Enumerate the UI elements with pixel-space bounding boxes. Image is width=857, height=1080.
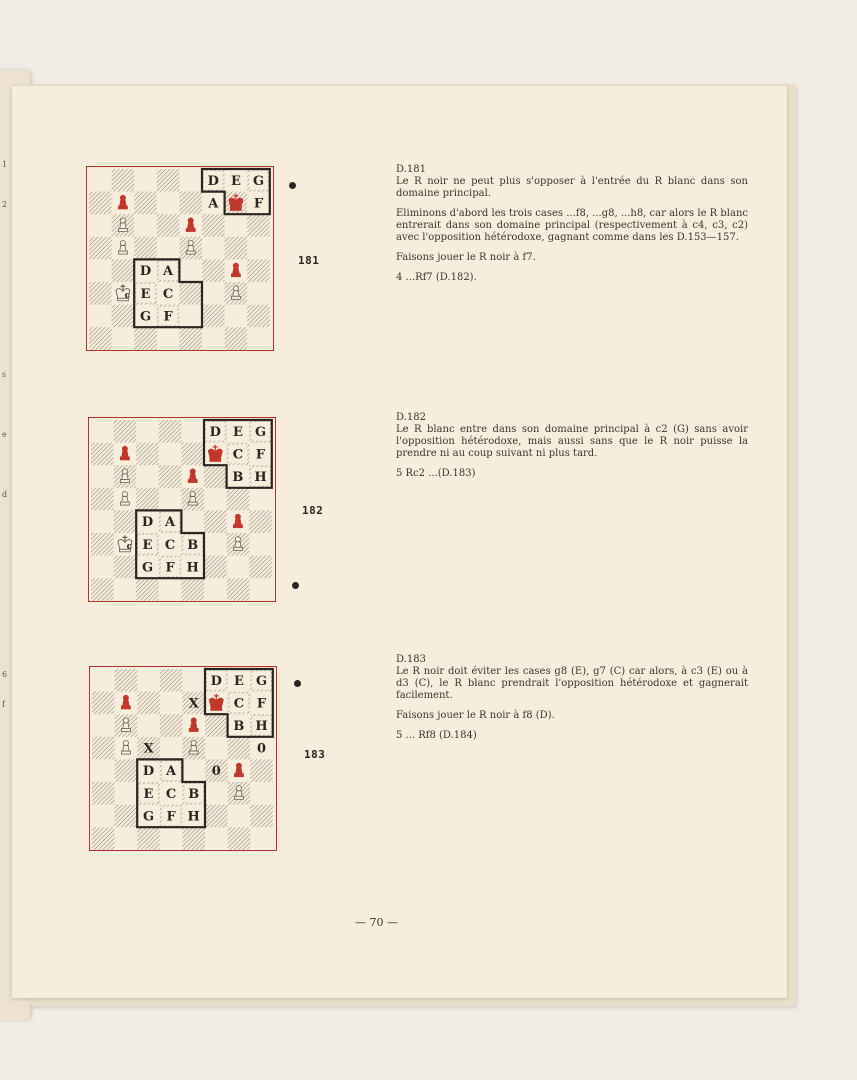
square-label: D	[141, 515, 154, 531]
dark-square	[159, 465, 182, 488]
commentary-paragraph: Le R blanc entre dans son domaine principal à c2 (G) sans avoir l'opposition hétérodoxe, mais aussi sans que le R noir puisse la prendre ni au coup suivant ni plus tard.	[396, 424, 748, 459]
square-label: H	[254, 470, 267, 485]
dark-square	[202, 259, 225, 282]
black-pawn-icon	[121, 695, 130, 709]
square-label: B	[188, 786, 200, 802]
dark-square	[202, 305, 225, 328]
board-svg	[89, 418, 275, 601]
dark-square	[159, 420, 182, 443]
diagram-number: 183	[304, 748, 326, 761]
square-label: C	[233, 696, 245, 712]
square-label: c	[124, 291, 131, 301]
facing-text-fragment: f	[2, 700, 5, 709]
square-label: A	[166, 764, 177, 780]
dark-square	[137, 827, 160, 850]
dark-square	[247, 305, 270, 328]
square-label: G	[254, 424, 267, 440]
commentary-paragraph: Eliminons d'abord les trois cases ...f8, ...g8, ...h8, car alors le R blanc entrerait dans son domaine principal (respectivement à c4, c3, c2) avec l'opposition hétérodoxe, gagnant comme dans les D.153—157.	[396, 208, 748, 243]
dark-square	[204, 556, 227, 579]
dark-square	[92, 827, 115, 850]
square-label: E	[230, 173, 241, 189]
black-pawn-icon	[118, 195, 127, 209]
dark-square	[92, 782, 115, 805]
square-label: E	[140, 286, 151, 302]
dark-square	[89, 327, 112, 350]
dark-square	[160, 669, 183, 692]
facing-text-fragment: 1	[2, 160, 8, 169]
dark-square	[112, 169, 135, 192]
square-label: A	[208, 196, 219, 212]
dark-square	[250, 759, 273, 782]
bullet-dot	[292, 582, 299, 589]
square-label: G	[139, 309, 152, 325]
dark-square	[136, 578, 159, 601]
black-pawn-icon	[188, 469, 197, 483]
move-line: 4 ...Rf7 (D.182).	[396, 272, 477, 283]
dark-square	[179, 192, 202, 215]
dark-square	[114, 510, 137, 533]
dark-square	[204, 510, 227, 533]
black-pawn-icon	[233, 514, 242, 528]
dark-square	[181, 443, 204, 466]
square-label: D	[142, 764, 155, 780]
square-label: G	[252, 173, 265, 189]
diagram-ref: D.181	[396, 164, 426, 175]
dark-square	[89, 192, 112, 215]
dark-square	[250, 805, 273, 828]
commentary-paragraph: Le R noir doit éviter les cases g8 (E), g7 (C) car alors, à c3 (E) ou à d3 (C), le R blanc prendrait l'opposition hétérodoxe et gagnerait facilement.	[396, 666, 748, 701]
board-svg	[90, 667, 276, 850]
dark-square	[249, 510, 272, 533]
square-label: D	[210, 673, 222, 689]
square-label: C	[165, 786, 177, 802]
diagram-ref: D.182	[396, 412, 426, 423]
square-label: F	[256, 696, 267, 712]
square-label: C	[162, 286, 174, 302]
dark-square	[225, 327, 248, 350]
dark-square	[227, 488, 250, 511]
dark-square	[115, 759, 138, 782]
square-label: C	[164, 537, 176, 553]
dark-square	[112, 259, 135, 282]
square-label: D	[139, 264, 152, 280]
commentary-paragraph: Faisons jouer le R noir à f8 (D).	[396, 710, 555, 721]
diagram-number: 181	[298, 254, 320, 267]
square-label: F	[166, 809, 176, 825]
black-king-icon	[209, 694, 223, 711]
white-pawn-icon	[121, 741, 130, 755]
commentary-paragraph: Faisons jouer le R noir à f7.	[396, 252, 536, 263]
square-label: B	[187, 537, 199, 553]
bullet-dot	[294, 680, 301, 687]
dark-square	[134, 237, 157, 260]
dark-square	[205, 805, 228, 828]
square-label: c	[126, 542, 133, 552]
dark-square	[91, 533, 114, 556]
chess-diagram-183	[89, 666, 277, 851]
dark-square	[160, 714, 183, 737]
square-label: D	[207, 173, 219, 189]
diagram-ref: D.183	[396, 654, 426, 665]
move-line: 5 ... Rf8 (D.184)	[396, 730, 477, 741]
dark-square	[89, 282, 112, 305]
white-pawn-icon	[120, 492, 129, 506]
board-svg	[87, 167, 273, 350]
dark-square	[228, 737, 251, 760]
dark-square	[179, 327, 202, 350]
facing-text-fragment: s	[2, 370, 7, 379]
dark-square	[181, 578, 204, 601]
facing-text-fragment: d	[2, 490, 8, 499]
dark-square	[91, 488, 114, 511]
dark-square	[204, 465, 227, 488]
dark-square	[114, 556, 137, 579]
facing-text-fragment: 6	[2, 670, 8, 679]
square-label: X	[143, 741, 154, 757]
dark-square	[91, 443, 114, 466]
dark-square	[137, 692, 160, 715]
dark-square	[92, 692, 115, 715]
dark-square	[249, 556, 272, 579]
square-label: H	[187, 809, 200, 825]
white-pawn-icon	[118, 241, 127, 255]
bullet-dot	[289, 182, 296, 189]
dark-square	[225, 237, 248, 260]
square-label: C	[232, 447, 244, 463]
chess-diagram-181	[86, 166, 274, 351]
black-pawn-icon	[186, 218, 195, 232]
book-page	[12, 86, 787, 998]
square-label: H	[255, 719, 268, 734]
facing-text-fragment: e	[2, 430, 7, 439]
square-label: E	[232, 424, 243, 440]
square-label: A	[165, 515, 176, 531]
dark-square	[134, 192, 157, 215]
dark-square	[92, 737, 115, 760]
dark-square	[247, 259, 270, 282]
dark-square	[228, 827, 251, 850]
diagram-183-commentary	[382, 654, 748, 742]
square-label: E	[143, 786, 154, 802]
square-label: 0	[256, 741, 267, 757]
square-label: F	[165, 560, 175, 576]
square-label: E	[142, 537, 153, 553]
dark-square	[134, 327, 157, 350]
dark-square	[91, 578, 114, 601]
square-label: X	[188, 696, 199, 712]
dark-square	[179, 282, 202, 305]
square-label: A	[163, 264, 174, 280]
diagram-number: 182	[302, 504, 324, 517]
diagram-181-commentary	[382, 164, 748, 284]
black-pawn-icon	[120, 446, 129, 460]
diagram-182-commentary	[382, 412, 748, 480]
square-label: B	[233, 719, 245, 734]
chess-diagram-182	[88, 417, 276, 602]
black-king-icon	[208, 445, 222, 462]
square-label: G	[141, 560, 154, 576]
dark-square	[114, 420, 137, 443]
commentary-paragraph: Le R noir ne peut plus s'opposer à l'entrée du R blanc dans son domaine principal.	[396, 176, 748, 199]
square-label: H	[186, 560, 199, 576]
dark-square	[112, 305, 135, 328]
dark-square	[115, 805, 138, 828]
dark-square	[247, 214, 270, 237]
dark-square	[227, 578, 250, 601]
square-label: E	[233, 673, 244, 689]
dark-square	[157, 169, 180, 192]
square-label: F	[255, 447, 266, 463]
dark-square	[136, 443, 159, 466]
square-label: D	[209, 424, 221, 440]
square-label: B	[232, 470, 244, 485]
black-pawn-icon	[189, 718, 198, 732]
square-label: 0	[211, 764, 221, 780]
square-label: F	[163, 309, 173, 325]
black-pawn-icon	[234, 763, 243, 777]
dark-square	[205, 714, 228, 737]
page-number: — 70 —	[355, 916, 398, 929]
dark-square	[115, 669, 138, 692]
square-label: F	[253, 196, 264, 212]
square-label: G	[142, 809, 155, 825]
black-pawn-icon	[231, 263, 240, 277]
facing-text-fragment: 2	[2, 200, 8, 209]
move-line: 5 Rc2 ...(D.183)	[396, 468, 476, 479]
dark-square	[136, 488, 159, 511]
dark-square	[202, 214, 225, 237]
dark-square	[182, 827, 205, 850]
square-label: G	[255, 673, 268, 689]
dark-square	[89, 237, 112, 260]
dark-square	[157, 214, 180, 237]
